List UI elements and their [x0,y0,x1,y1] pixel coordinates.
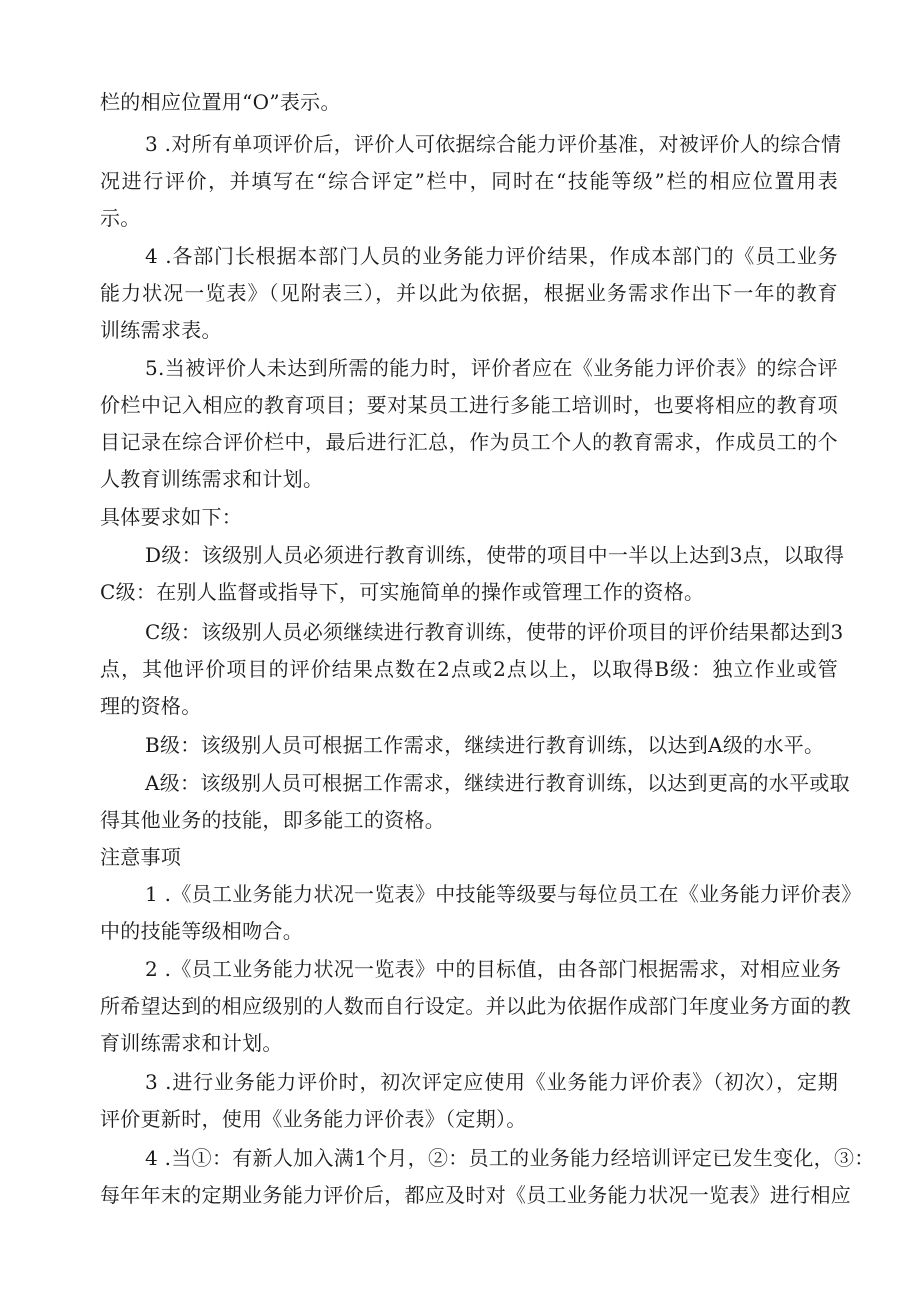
text-line: 示。 [100,206,141,230]
text-line: 得其他业务的技能，即多能工的资格。 [100,808,446,832]
text-line: 评价更新时，使用《业务能力评价表》（定期）。 [100,1107,527,1131]
text-line: C级：该级别人员必须继续进行教育训练，使带的评价项目的评价结果都达到3 [145,620,844,644]
text-line: 况进行评价，并填写在“综合评定”栏中，同时在“技能等级”栏的相应位置用表 [100,169,838,193]
text-line: B级：该级别人员可根据工作需求，继续进行教育训练，以达到A级的水平。 [145,733,825,757]
section-heading: 注意事项 [100,845,182,869]
section-heading: 具体要求如下： [100,505,243,529]
text-line: 4 .各部门长根据本部门人员的业务能力评价结果，作成本部门的《员工业务 [145,244,838,268]
text-line: 价栏中记入相应的教育项目；要对某员工进行多能工培训时，也要将相应的教育项 [100,393,838,417]
text-line: 1 .《员工业务能力状况一览表》中技能等级要与每位员工在《业务能力评价表》 [145,882,862,906]
text-line: C级：在别人监督或指导下，可实施简单的操作或管理工作的资格。 [100,580,705,604]
text-line: 训练需求表。 [100,318,222,342]
text-line: 育训练需求和计划。 [100,1031,283,1055]
text-line: 点，其他评价项目的评价结果点数在2点或2点以上，以取得B级：独立作业或管 [100,657,838,681]
text-line: 目记录在综合评价栏中，最后进行汇总，作为员工个人的教育需求，作成员工的个 [100,430,838,454]
text-line: 人教育训练需求和计划。 [100,467,324,491]
text-line: 中的技能等级相吻合。 [100,919,303,943]
text-line: 4 .当①：有新人加入满1个月，②：员工的业务能力经培训评定已发生变化，③： [145,1146,875,1170]
text-line: A级：该级别人员可根据工作需求，继续进行教育训练，以达到更高的水平或取 [145,771,850,795]
text-line: 所希望达到的相应级别的人数而自行设定。并以此为依据作成部门年度业务方面的教 [100,994,852,1018]
text-line: 5.当被评价人未达到所需的能力时，评价者应在《业务能力评价表》的综合评 [145,356,838,380]
text-line: 栏的相应位置用“O”表示。 [100,90,341,114]
text-line: 3 .对所有单项评价后，评价人可依据综合能力评价基准，对被评价人的综合情 [145,132,842,156]
text-line: 3 .进行业务能力评价时，初次评定应使用《业务能力评价表》（初次），定期 [145,1070,838,1094]
text-line: 2 .《员工业务能力状况一览表》中的目标值，由各部门根据需求，对相应业务 [145,957,842,981]
text-line: 每年年末的定期业务能力评价后，都应及时对《员工业务能力状况一览表》进行相应 [100,1183,852,1207]
text-line: 能力状况一览表》（见附表三），并以此为依据，根据业务需求作出下一年的教育 [100,281,838,305]
text-line: 理的资格。 [100,694,202,718]
text-line: D级：该级别人员必须进行教育训练，使带的项目中一半以上达到3点，以取得 [145,543,845,567]
